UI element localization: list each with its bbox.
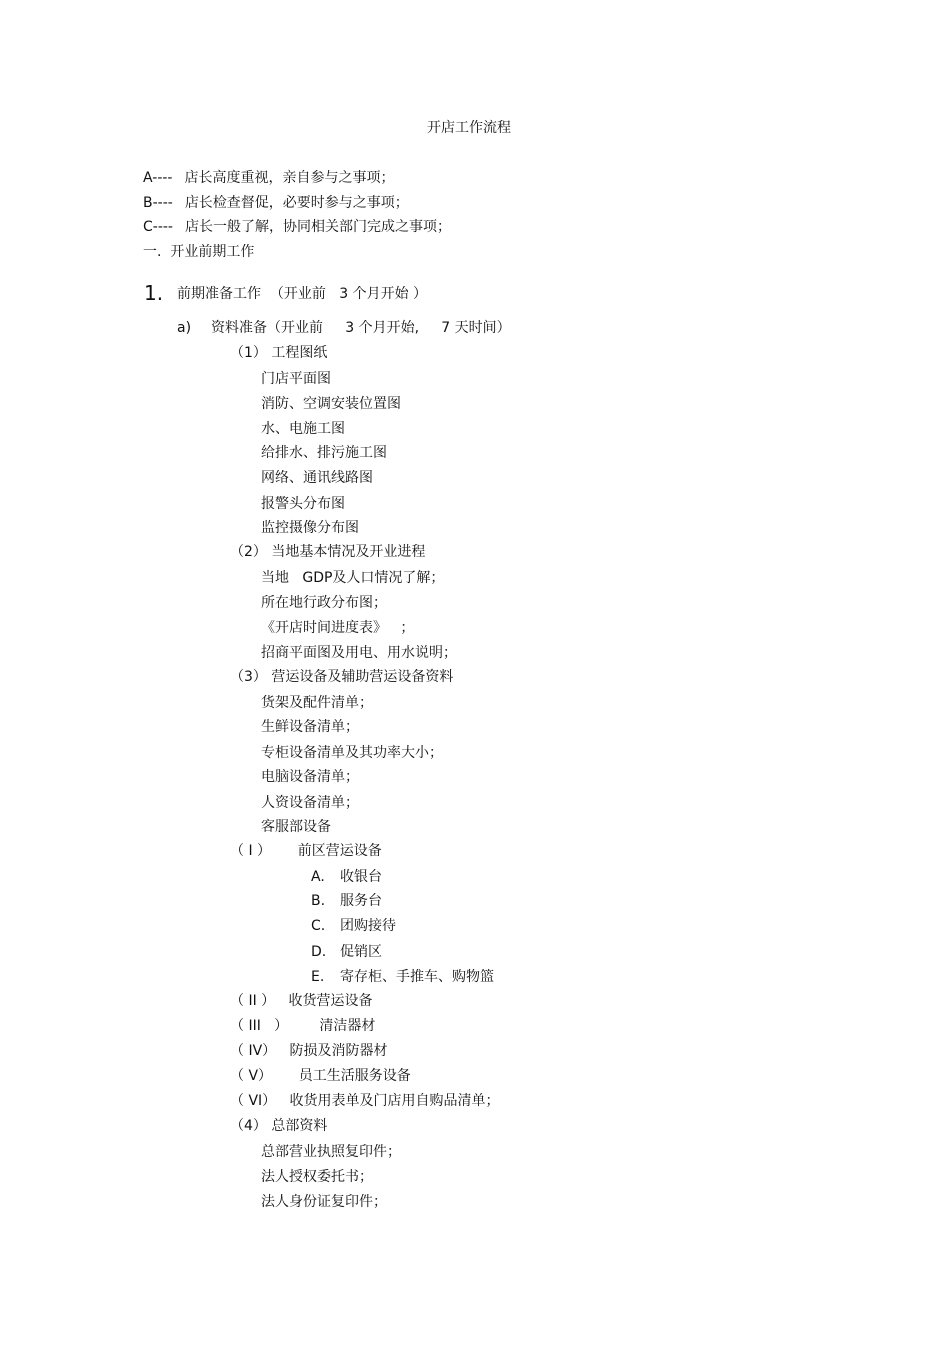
lettered-text: 寄存柜、手推车、购物篮: [340, 969, 494, 985]
section-heading: 一. 开业前期工作: [143, 244, 255, 260]
legend-c: [143, 217, 451, 237]
lettered-mark: D.: [311, 944, 327, 960]
group-heading: （2） 当地基本情况及开业进程: [230, 544, 426, 560]
lettered-text: 促销区: [340, 944, 382, 960]
roman-heading: （ II ） 收货营运设备: [230, 993, 373, 1009]
group-heading: （3） 营运设备及辅助营运设备资料: [230, 669, 454, 685]
list-item: 客服部设备: [261, 819, 331, 835]
lettered-mark: C.: [311, 918, 326, 934]
sub-label: 资料准备（开业前 3 个月开始, 7 天时间）: [211, 320, 511, 336]
lettered-item: [311, 891, 382, 911]
list-item: 法人授权委托书；: [261, 1169, 373, 1185]
lettered-item: [311, 916, 396, 936]
list-item: 网络、通讯线路图: [261, 470, 373, 486]
list-item: 水、电施工图: [261, 421, 345, 437]
list-item: 所在地行政分布图；: [261, 595, 387, 611]
legend-c-text: 店长一般了解，协同相关部门完成之事项；: [184, 219, 451, 235]
list-item: 生鲜设备清单；: [261, 719, 359, 735]
step-number: 1.: [144, 281, 164, 305]
list-item: 当地 GDP及人口情况了解；: [261, 570, 445, 586]
roman-heading: （ IV） 防损及消防器材: [230, 1043, 388, 1059]
lettered-mark: A.: [311, 869, 325, 885]
list-item: 总部营业执照复印件；: [261, 1144, 401, 1160]
list-item: 监控摄像分布图: [261, 520, 359, 536]
legend-a: [143, 168, 394, 188]
step-label: 前期准备工作 （开业前 3 个月开始 ）: [177, 286, 428, 302]
list-item: 人资设备清单；: [261, 795, 359, 811]
legend-b: [143, 193, 409, 213]
lettered-text: 收银台: [340, 869, 382, 885]
sub-marker: a): [177, 320, 192, 336]
roman-heading: （ VI） 收货用表单及门店用自购品清单；: [230, 1093, 500, 1109]
document-title: 开店工作流程: [427, 120, 511, 136]
list-item: 门店平面图: [261, 371, 331, 387]
legend-c-code: C----: [143, 219, 173, 235]
list-item: 电脑设备清单；: [261, 769, 359, 785]
list-item: 专柜设备清单及其功率大小；: [261, 745, 443, 761]
list-item: 法人身份证复印件；: [261, 1194, 387, 1210]
lettered-mark: E.: [311, 969, 325, 985]
lettered-text: 服务台: [340, 893, 382, 909]
list-item: 报警头分布图: [261, 496, 345, 512]
group-heading: （4） 总部资料: [230, 1118, 328, 1134]
lettered-item: [311, 867, 382, 887]
lettered-item: [311, 967, 494, 987]
list-item: 招商平面图及用电、用水说明；: [261, 645, 457, 661]
lettered-mark: B.: [311, 893, 326, 909]
roman-heading: （ V） 员工生活服务设备: [230, 1068, 411, 1084]
legend-a-code: A----: [143, 170, 173, 186]
roman-heading: （ I ） 前区营运设备: [230, 843, 382, 859]
legend-a-text: 店长高度重视，亲自参与之事项；: [184, 170, 395, 186]
legend-b-text: 店长检查督促，必要时参与之事项；: [184, 195, 409, 211]
group-heading: （1） 工程图纸: [230, 345, 328, 361]
legend-b-code: B----: [143, 195, 173, 211]
roman-heading: （ III ） 清洁器材: [230, 1018, 376, 1034]
list-item: 给排水、排污施工图: [261, 445, 387, 461]
list-item: 货架及配件清单；: [261, 695, 373, 711]
lettered-item: [311, 942, 382, 962]
list-item: 《开店时间进度表》 ；: [261, 620, 415, 636]
lettered-text: 团购接待: [340, 918, 396, 934]
list-item: 消防、空调安装位置图: [261, 396, 401, 412]
